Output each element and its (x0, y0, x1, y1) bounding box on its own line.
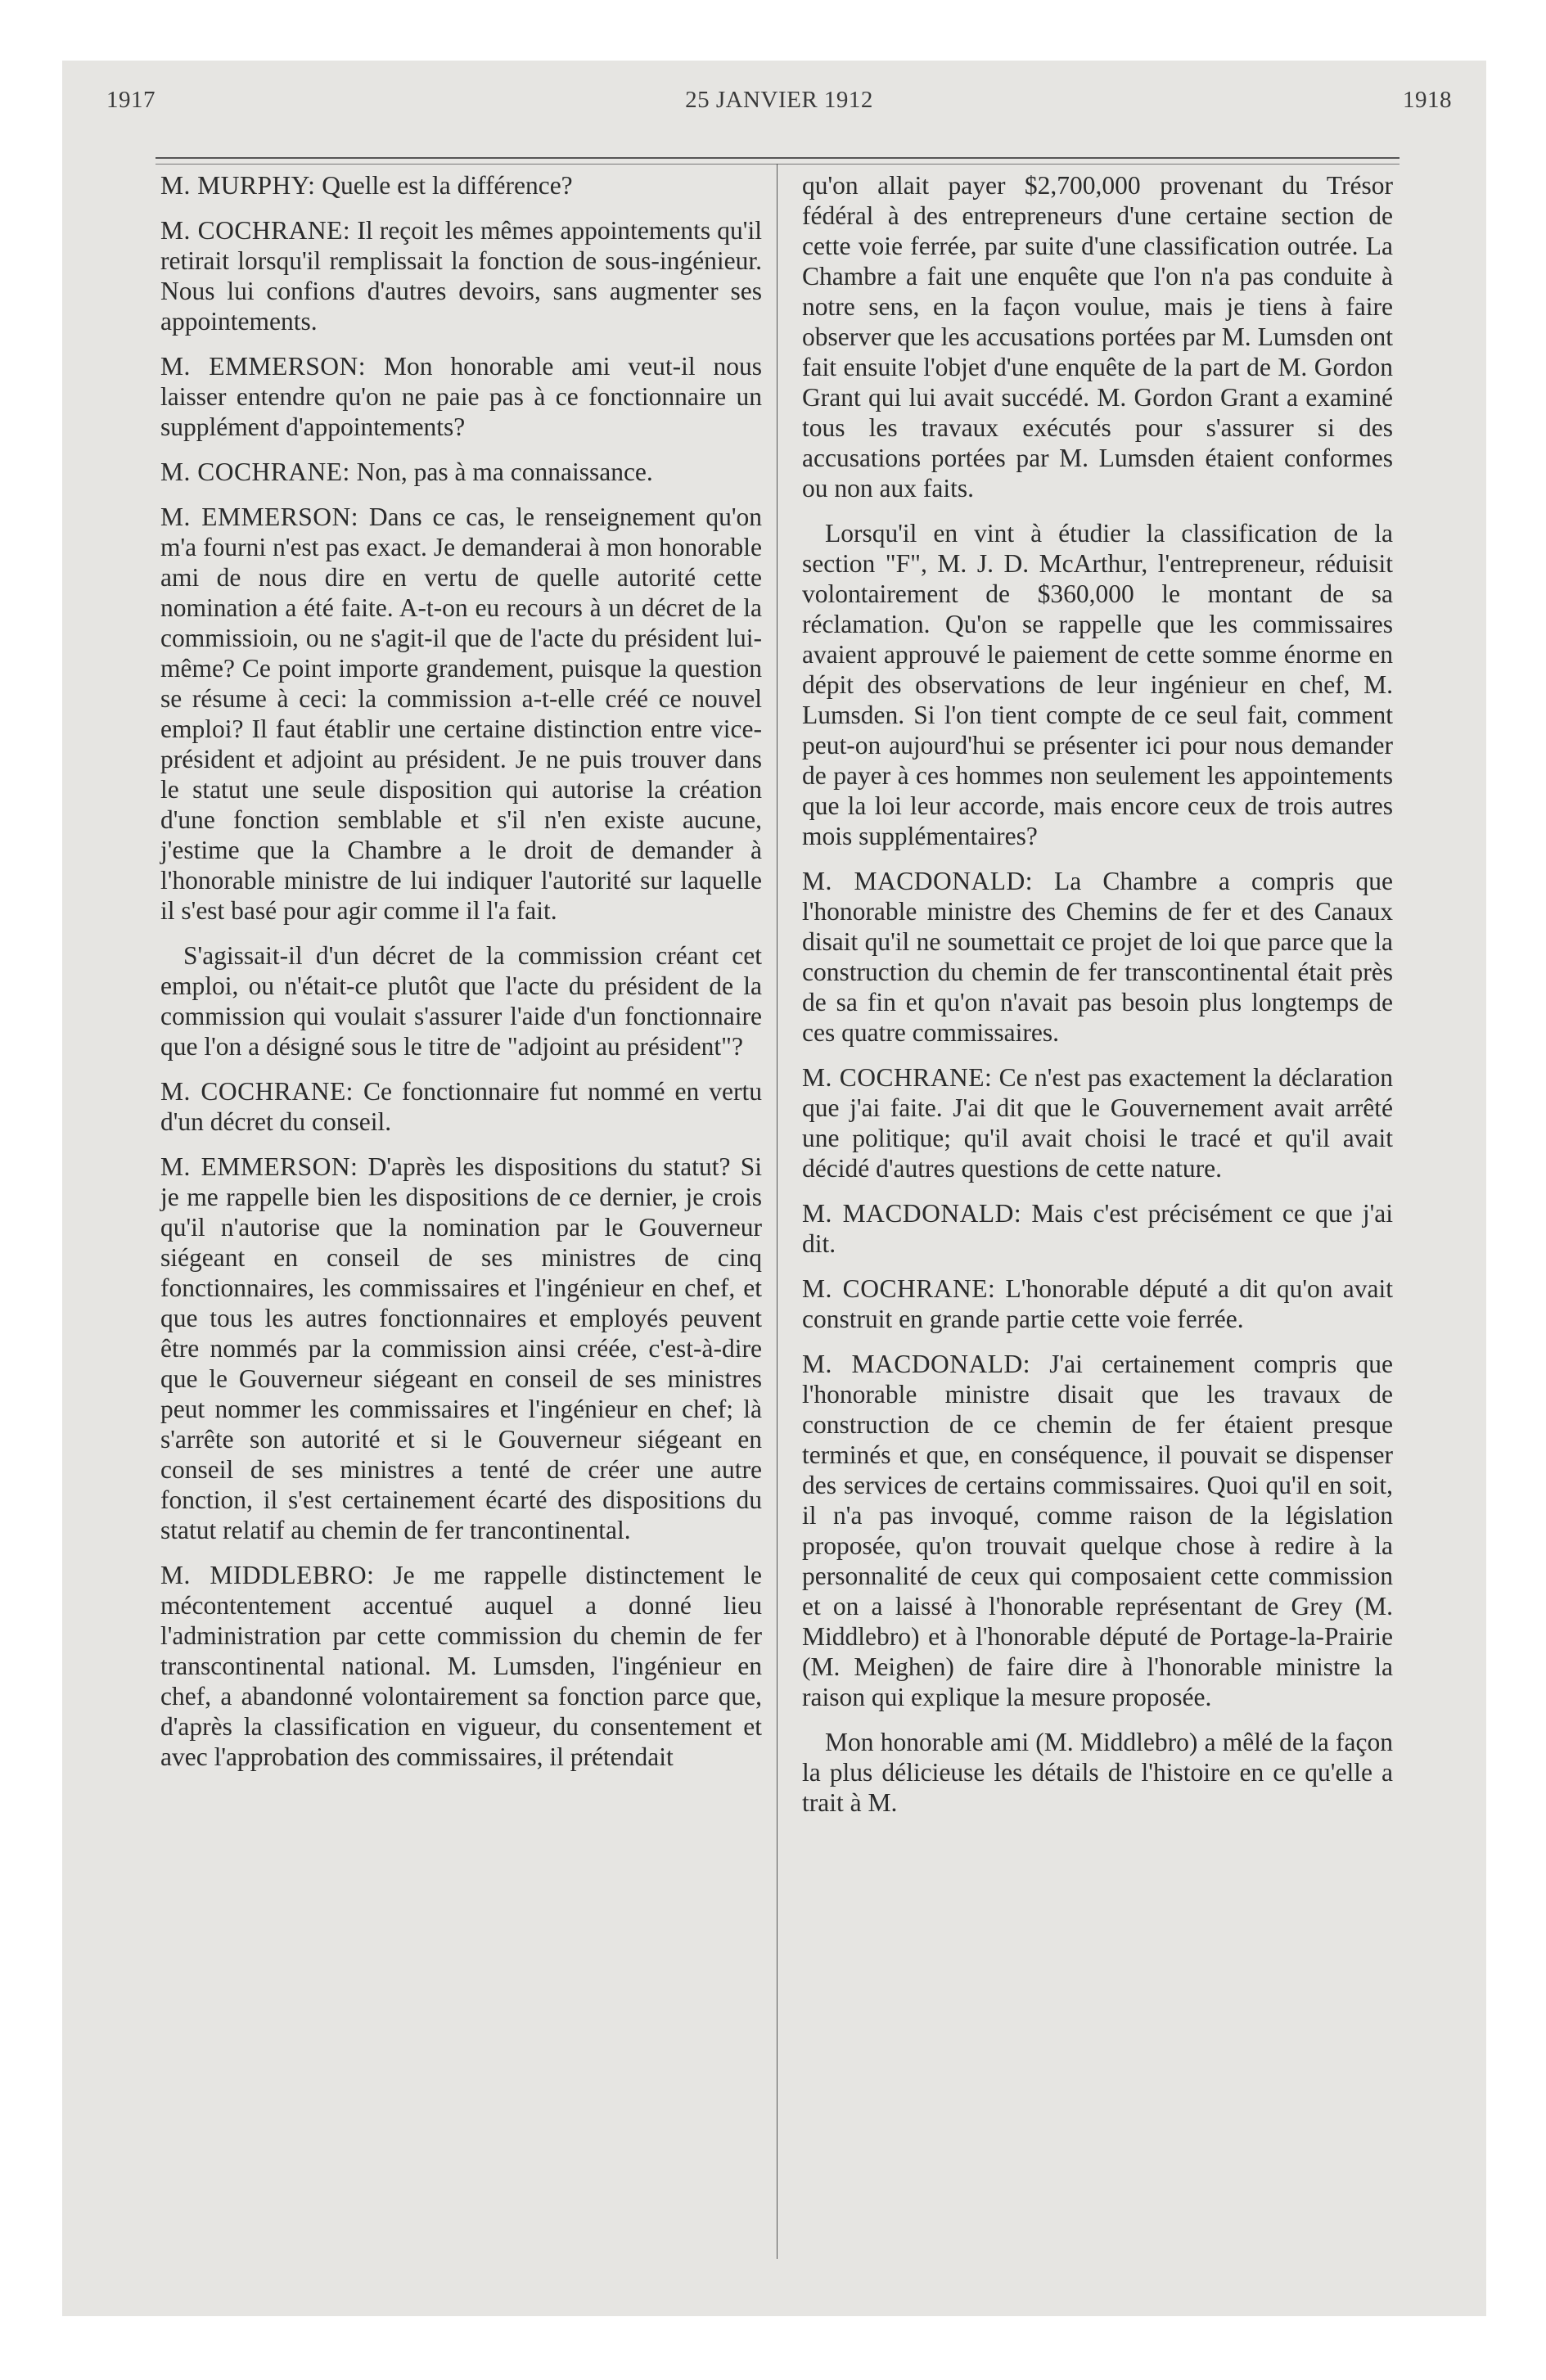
page-header (106, 87, 1452, 128)
paragraph-text: Mon honorable ami veut-il nous laisser entendre qu'on ne paie pas à ce fonctionnaire un supplément d'appointements? (160, 352, 762, 441)
paragraph-text: D'après les dispositions du statut? Si je me rappelle bien les dispositions de ce dernier, je crois qu'il n'autorise que la nomination par le Gouverneur siégeant en conseil de ses ministres de cinq fonctionnaires, les commissaires et l'ingénieur en chef, et que tous les autres fonctionnaires et employés peuvent être nommés par la commission ainsi créée, c'est-à-dire que le Gouverneur siégeant en conseil de ses ministres peut nommer les commissaires et l'ingénieur en chef; là s'arrête son autorité et si le Gouverneur siégeant en conseil de ses ministres a tenté de créer une autre fonction, il s'est certainement écarté des dispositions du statut relatif au chemin de fer trancontinental. (160, 1152, 762, 1544)
speaker: M. EMMERSON: (160, 352, 367, 381)
paragraph-text: Ce n'est pas exactement la déclaration que j'ai faite. J'ai dit que le Gouvernement avait arrêté une politique; qu'il avait choisi le tracé et qu'il avait décidé d'autres questions de cette nature. (802, 1063, 1393, 1183)
speaker: M. COCHRANE: (160, 216, 351, 245)
paragraph-text: qu'on allait payer $2,700,000 provenant du Trésor fédéral à des entrepreneurs d'une certaine section de cette voie ferrée, par suite d'une classification outrée. La Chambre a fait une enquête que l'on n'a pas conduite à notre sens, en la façon voulue, mais je tiens à faire observer que les accusations portées par M. Lumsden ont fait ensuite l'objet d'une enquête de la part de M. Gordon Grant qui lui avait succédé. M. Gordon Grant a examiné tous les travaux exécutés pour s'assurer si des accusations portées par M. Lumsden étaient conformes ou non aux faits. (802, 171, 1393, 503)
paragraph (160, 940, 762, 1062)
left-column (160, 170, 762, 1787)
paragraph (160, 457, 762, 487)
paragraph (160, 1076, 762, 1137)
paragraph (802, 518, 1393, 851)
paragraph (160, 502, 762, 926)
paragraph (802, 1273, 1393, 1334)
header-rule-top (156, 157, 1400, 159)
paragraph-text: Il reçoit les mêmes appointements qu'il retirait lorsqu'il remplissait la fonction de sous-ingénieur. Nous lui confions d'autres devoirs, sans augmenter ses appointements. (160, 216, 762, 336)
paragraph (160, 170, 762, 201)
paragraph (160, 1152, 762, 1545)
paragraph-text: Dans ce cas, le renseignement qu'on m'a fourni n'est pas exact. Je demanderai à mon honorable ami de nous dire en vertu de quelle autorité cette nomination a été faite. A-t-on eu recours à un décret de la commissioin, ou ne s'agit-il que de l'acte du président lui-même? Ce point importe grandement, puisque la question se résume à ceci: la commission a-t-elle créé ce nouvel emploi? Il faut établir une certaine distinction entre vice-président et adjoint au président. Je ne puis trouver dans le statut une seule disposition qui autorise la création d'une fonction semblable et s'il n'en existe aucune, j'estime que la Chambre a le droit de demander à l'honorable ministre de lui indiquer l'autorité sur laquelle il s'est basé pour agir comme il l'a fait. (160, 503, 762, 925)
paragraph-text: Je me rappelle distinctement le mécontentement accentué auquel a donné lieu l'administration par cette commission du chemin de fer transcontinental national. M. Lumsden, l'ingénieur en chef, a abandonné volontairement sa fonction parce que, d'après la classification en vigueur, du consentement et avec l'approbation des commissaires, il prétendait (160, 1561, 762, 1771)
paragraph-text: J'ai certainement compris que l'honorable ministre disait que les travaux de construction de ce chemin de fer étaient presque terminés et que, en conséquence, il pouvait se dispenser des services de certains commissaires. Quoi qu'il en soit, il n'a pas invoqué, comme raison de la législation proposée, qu'on trouvait quelque chose à redire à la personnalité de ceux qui composaient cette commission et on a laissé à l'honorable représentant de Grey (M. Middlebro) et à l'honorable député de Portage-la-Prairie (M. Meighen) de faire dire à l'honorable ministre la raison qui explique la mesure proposée. (802, 1350, 1394, 1711)
right-column (802, 170, 1393, 1832)
right-page-number: 1918 (1403, 87, 1452, 113)
paragraph-text: Quelle est la différence? (322, 171, 573, 200)
paragraph-text: La Chambre a compris que l'honorable ministre des Chemins de fer et des Canaux disait qu'il ne soumettait ce projet de loi que parce que la construction du chemin de fer transcontinental était près de sa fin et qu'on n'avait pas besoin plus longtemps de ces quatre commissaires. (802, 867, 1393, 1047)
left-page-number: 1917 (106, 87, 156, 113)
paragraph-text: L'honorable député a dit qu'on avait construit en grande partie cette voie ferrée. (802, 1274, 1394, 1333)
paragraph (802, 866, 1393, 1048)
speaker: M. MACDONALD: (802, 867, 1033, 895)
paragraph-text: Mais c'est précisément ce que j'ai dit. (802, 1199, 1393, 1258)
paragraph (160, 1560, 762, 1772)
paragraph-text: S'agissait-il d'un décret de la commission créant cet emploi, ou n'était-ce plutôt que l'acte du président de la commission qui voulait s'assurer l'aide d'un fonctionnaire que l'on a désigné sous le titre de "adjoint au président"? (160, 941, 762, 1061)
paragraph (802, 1062, 1393, 1183)
column-divider (777, 164, 778, 2259)
paragraph-text: Non, pas à ma connaissance. (356, 458, 653, 486)
header-rule-bottom (156, 164, 1400, 165)
speaker: M. EMMERSON: (160, 1152, 358, 1181)
paragraph-text: Mon honorable ami (M. Middlebro) a mêlé de la façon la plus délicieuse les détails de l'histoire en ce qu'elle a trait à M. (802, 1728, 1393, 1817)
paragraph (802, 1349, 1393, 1712)
speaker: M. COCHRANE: (160, 1077, 354, 1106)
speaker: M. COCHRANE: (160, 458, 350, 486)
paragraph (160, 215, 762, 336)
paragraph (802, 170, 1393, 503)
speaker: M. EMMERSON: (160, 503, 359, 531)
paragraph-text: Lorsqu'il en vint à étudier la classification de la section "F", M. J. D. McArthur, l'entrepreneur, réduisit volontairement de $360,000 le montant de sa réclamation. Qu'on se rappelle que les commissaires avaient approuvé le paiement de cette somme énorme en dépit des observations de leur ingénieur en chef, M. Lumsden. Si l'on tient compte de ce seul fait, comment peut-on aujourd'hui se présenter ici pour nous demander de payer à ces hommes non seulement les appointements que la loi leur accorde, mais encore ceux de trois autres mois supplémentaires? (802, 519, 1393, 850)
paragraph-text: Ce fonctionnaire fut nommé en vertu d'un décret du conseil. (160, 1077, 763, 1136)
paragraph (802, 1198, 1393, 1259)
speaker: M. MACDONALD: (802, 1350, 1031, 1378)
speaker: M. COCHRANE: (802, 1274, 996, 1303)
paragraph (802, 1727, 1393, 1818)
header-date: 25 JANVIER 1912 (685, 87, 873, 113)
speaker: M. COCHRANE: (802, 1063, 993, 1092)
speaker: M. MACDONALD: (802, 1199, 1022, 1228)
speaker: M. MURPHY: (160, 171, 316, 200)
paragraph (160, 351, 762, 442)
speaker: M. MIDDLEBRO: (160, 1561, 375, 1589)
